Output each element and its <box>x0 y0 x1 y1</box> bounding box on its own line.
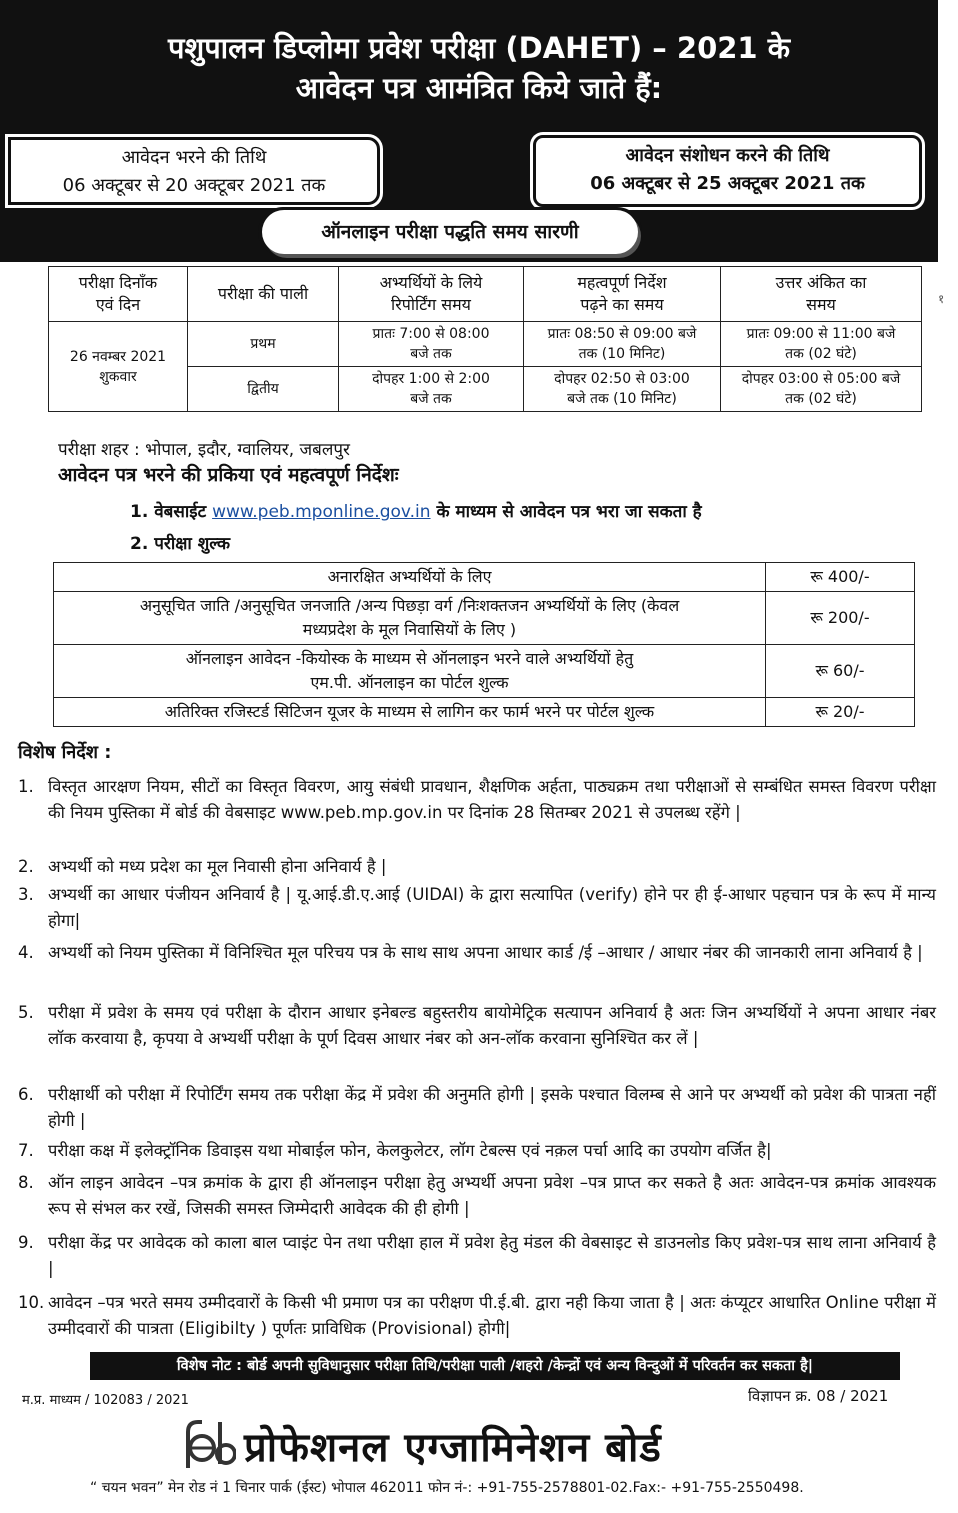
special-instructions-heading: विशेष निर्देश : <box>18 742 112 763</box>
reporting-cell: दोपहर 1:00 से 2:00 बजे तक <box>339 367 524 412</box>
application-date-range: 06 अक्टूबर से 20 अक्टूबर 2021 तक <box>62 175 326 196</box>
address-line: “ चयन भवन” मेन रोड नं 1 चिनार पार्क (ईस्ट) भोपाल 462011 फोन नं-: +91-755-2578801-02.Fax:- +91-755-2550498. <box>90 1480 804 1496</box>
fee-description: अनुसूचित जाति /अनुसूचित जनजाति /अन्य पिछड़ा वर्ग /निःशक्तजन अभ्यर्थियों के लिए (केवल मध्यप्रदेश के मूल निवासियों के लिए ) <box>54 592 766 645</box>
schedule-header-row <box>49 267 922 322</box>
list-item: 10. आवेदन –पत्र भरते समय उम्मीदवारों के किसी भी प्रमाण पत्र का परीक्षण पी.ई.बी. द्वारा नही किया जाता है | अतः कंप्यूटर आधारित Online परीक्षा में उम्मीदवारों की पात्रता (Eligibilty ) पूर्णतः प्राविधिक (Provisional) होगी| <box>18 1293 936 1338</box>
fee-amount: रू 20/- <box>766 698 915 727</box>
list-item: 9. परीक्षा केंद्र पर आवेदक को काला बाल प्वाइंट पेन तथा परीक्षा हाल में प्रवेश हेतु मंडल की वेबसाइट से डाउनलोड किए प्रवेश-पत्र साथ लाना अनिवार्य है | <box>18 1233 936 1278</box>
correction-date-label: आवेदन संशोधन करने की तिथि <box>625 145 830 166</box>
fee-amount: रू 400/- <box>766 563 915 592</box>
shift-cell: द्वितीय <box>188 367 339 412</box>
application-date-box <box>8 137 380 205</box>
schedule-heading: ऑनलाइन परीक्षा पद्धति समय सारणी <box>262 210 638 254</box>
list-item: 7. परीक्षा कक्ष में इलेक्ट्रॉनिक डिवाइस यथा मोबाईल फोन, केलकुलेटर, लॉग टेबल्स एवं नक़ल पर्चा आदि का उपयोग वर्जित है| <box>18 1141 772 1160</box>
correction-date-range: 06 अक्टूबर से 25 अक्टूबर 2021 तक <box>590 173 865 194</box>
schedule-header-instructions: महत्वपूर्ण निर्देश पढ़ने का समय <box>524 267 721 322</box>
table-row <box>54 698 915 727</box>
fee-table <box>53 562 915 727</box>
process-heading: आवेदन पत्र भरने की प्रकिया एवं महत्वपूर्ण निर्देशः <box>58 464 399 486</box>
list-item: 6. परीक्षार्थी को परीक्षा में रिपोर्टिंग समय तक परीक्षा केंद्र में प्रवेश की अनुमति होगी | इसके पश्चात विलम्ब से आने पर अभ्यर्थी को प्रवेश की पात्रता नहीं होगी | <box>18 1085 936 1130</box>
shift-cell: प्रथम <box>188 322 339 367</box>
list-item: 3. अभ्यर्थी का आधार पंजीयन अनिवार्य है | यू.आई.डी.ए.आई (UIDAI) के द्वारा सत्यापित (verify) होने पर ही ई-आधार पहचान पत्र के रूप में मान्य होगा| <box>18 885 936 930</box>
answer-cell: दोपहर 03:00 से 05:00 बजे तक (02 घंटे) <box>721 367 922 412</box>
fee-description: ऑनलाइन आवेदन -कियोस्क के माध्यम से ऑनलाइन भरने वाले अभ्यर्थियों हेतु एम.पी. ऑनलाइन का पोर्टल शुल्क <box>54 645 766 698</box>
schedule-header-shift: परीक्षा की पाली <box>188 267 339 322</box>
point-2-fee-heading: 2. परीक्षा शुल्क <box>130 534 231 554</box>
exam-city-line: परीक्षा शहर : भोपाल, इदौर, ग्वालियर, जबलपुर <box>58 440 351 460</box>
table-row <box>49 322 922 367</box>
instructions-cell: दोपहर 02:50 से 03:00 बजे तक (10 मिनिट) <box>524 367 721 412</box>
title-line-2: आवेदन पत्र आमंत्रित किये जाते हैं: <box>295 71 663 105</box>
list-item: 4. अभ्यर्थी को नियम पुस्तिका में विनिश्चित मूल परिचय पत्र के साथ साथ अपना आधार कार्ड /ई –आधार / आधार नंबर की जानकारी लाना अनिवार्य है | <box>18 943 923 962</box>
point-1-prefix: 1. वेबसाईट <box>130 502 213 522</box>
point-1-suffix: के माध्यम से आवेदन पत्र भरा जा सकता है <box>430 502 702 522</box>
fee-description: अनारक्षित अभ्यर्थियों के लिए <box>54 563 766 592</box>
fee-amount: रू 200/- <box>766 592 915 645</box>
title-line-1: पशुपालन डिप्लोमा प्रवेश परीक्षा (DAHET) – 2021 के <box>168 31 790 65</box>
application-date-label: आवेदन भरने की तिथि <box>121 147 267 168</box>
list-item: 2. अभ्यर्थी को मध्य प्रदेश का मूल निवासी होना अनिवार्य है | <box>18 857 387 876</box>
advertisement-number: विज्ञापन क्र. 08 / 2021 <box>748 1387 889 1405</box>
side-mark: १ <box>938 292 945 306</box>
fee-amount: रू 60/- <box>766 645 915 698</box>
point-1-website <box>130 500 702 524</box>
table-row <box>54 645 915 698</box>
table-row <box>54 592 915 645</box>
schedule-date-cell: 26 नवम्बर 2021 शुकवार <box>49 322 188 412</box>
list-item: 8. ऑन लाइन आवेदन –पत्र क्रमांक के द्वारा ही ऑनलाइन परीक्षा हेतु अभ्यर्थी अपना प्रवेश –पत्र प्राप्त कर सकते है अतः आवेदन-पत्र क्रमांक आवश्यक रूप से संभल कर रखें, जिसकी समस्त जिम्मेदारी आवेदक की ही होगी | <box>18 1173 936 1218</box>
list-item: 5. परीक्षा में प्रवेश के समय एवं परीक्षा के दौरान आधार इनेबल्ड बहुस्तरीय बायोमेट्रिक सत्यापन अनिवार्य है अतः जिन अभ्यर्थियों ने अपना आधार नंबर लॉक करवाया है, कृपया वे अभ्यर्थी परीक्षा के पूर्ण दिवस आधार नंबर को अन-लॉक करवाना सुनिश्चित कर लें | <box>18 1003 936 1048</box>
correction-date-box <box>533 135 922 207</box>
page-title <box>0 28 958 108</box>
organization-name: प्रोफेशनल एग्जामिनेशन बोर्ड <box>244 1425 662 1471</box>
website-link[interactable]: www.peb.mponline.gov.in <box>212 502 431 522</box>
schedule-header-reporting: अभ्यर्थियों के लिये रिपोर्टिंग समय <box>339 267 524 322</box>
answer-cell: प्रातः 09:00 से 11:00 बजे तक (02 घंटे) <box>721 322 922 367</box>
reporting-cell: प्रातः 7:00 से 08:00 बजे तक <box>339 322 524 367</box>
list-item: 1. विस्तृत आरक्षण नियम, सीटों का विस्तृत विवरण, आयु संबंधी प्रावधान, शैक्षणिक अर्हता, पाठ्यक्रम तथा परीक्षाओं से सम्बंधित समस्त विवरण परीक्षा की नियम पुस्तिका में बोर्ड की वेबसाइट www.peb.mp.gov.in पर दिनांक 28 सितम्बर 2021 से उपलब्ध रहेंगे | <box>18 777 936 822</box>
exam-schedule-table <box>48 266 922 412</box>
special-note-banner: विशेष नोट : बोर्ड अपनी सुविधानुसार परीक्षा तिथि/परीक्षा पाली /शहरो /केन्द्रों एवं अन्य विन्दुओं में परिवर्तन कर सकता है| <box>90 1352 900 1380</box>
media-reference: म.प्र. माध्यम / 102083 / 2021 <box>22 1393 189 1408</box>
instructions-cell: प्रातः 08:50 से 09:00 बजे तक (10 मिनिट) <box>524 322 721 367</box>
table-row <box>54 563 915 592</box>
fee-description: अतिरिक्त रजिस्टर्ड सिटिजन यूजर के माध्यम से लागिन कर फार्म भरने पर पोर्टल शुल्क <box>54 698 766 727</box>
schedule-header-answer: उत्तर अंकित का समय <box>721 267 922 322</box>
peb-logo-icon <box>180 1418 236 1470</box>
schedule-header-date: परीक्षा दिनाँक एवं दिन <box>49 267 188 322</box>
